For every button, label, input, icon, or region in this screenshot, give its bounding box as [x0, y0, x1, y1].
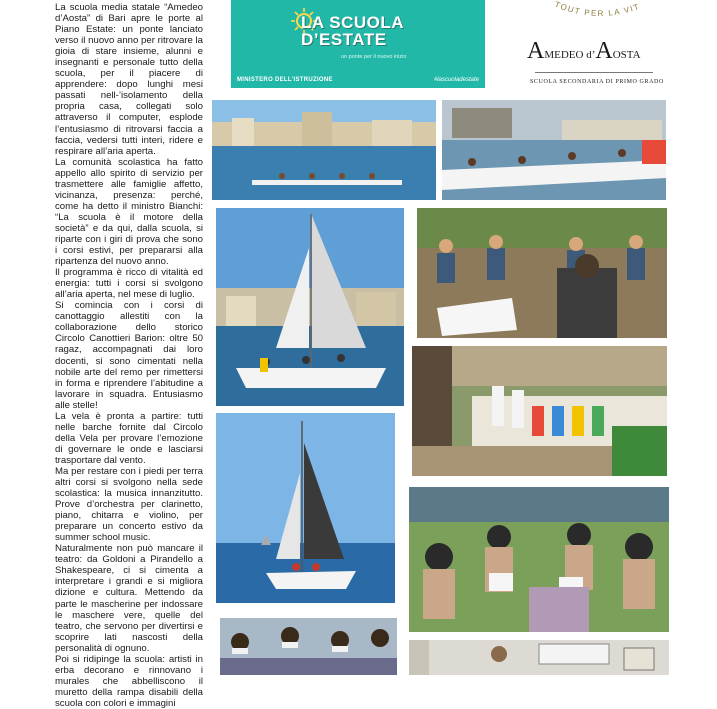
paragraph-music: Ma per restare con i piedi per terra altri corsi si svolgono nella sede scolastica: la musica innanzitutto. Prove d’orchestra per clarinetto, piano, chitarra e violino, per preparare un concerto estivo da summer school music.: [55, 465, 203, 544]
photo-students-masks: [220, 618, 397, 675]
paragraph-sailing: La vela è pronta a partire: tutti nelle barche fornite dal Circolo della Vela per provare l’emozione di governare le onde e lasciarsi trasportare dal vento.: [55, 410, 203, 466]
photo-rowing-boat: [442, 100, 666, 200]
paragraph-community: La comunità scolastica ha fatto appello allo spirito di servizio per trasmettere alle famiglie affetto, vicinanza, presenza: perché, come ha detto il ministro Bianchi: “La scuola è il motore della società” e da qui, dalla scuola, si riparte con i giri di prova che sono i corsi estivi, per prepararsi alla ripartenza del nuovo anno.: [55, 156, 203, 268]
photo-orchestra: [417, 208, 667, 338]
article-text: [55, 2, 203, 709]
banner-title-line2: D’ESTATE: [301, 30, 387, 49]
photo-sailing-harbor: [216, 208, 404, 406]
photo-murals: [412, 346, 667, 476]
banner-tagline: un ponte per il nuovo inizio: [341, 54, 407, 60]
banner-hashtag: #lascuoladestate: [433, 77, 479, 83]
school-logo: [527, 0, 667, 95]
logo-school-name: [527, 38, 667, 65]
logo-initial-a: A: [527, 38, 545, 64]
logo-word-medeo: MEDEO: [544, 49, 584, 61]
photo-sailing-sea: [216, 413, 395, 603]
logo-arc-text: TOUT PER LA VIT: [553, 0, 642, 19]
svg-text:TOUT PER LA VIT: [553, 0, 641, 18]
logo-subtitle: SCUOLA SECONDARIA DI PRIMO GRADO: [530, 79, 664, 85]
logo-word-osta: OSTA: [612, 49, 641, 61]
photo-theatre-group: [409, 487, 669, 632]
scuola-estate-banner: [231, 0, 485, 88]
photo-gym: [409, 640, 669, 675]
paragraph-intro: La scuola media statale “Amedeo d’Aosta” di Bari apre le porte al Piano Estate: un ponte lanciato verso il nuovo anno per ritrovare la gioia di stare insieme, alunni e insegnanti e personale tutto della scuola, per il piacere di apprendere: dopo lunghi mesi passati nell-’isolamento della propria casa, collegati solo attraverso il computer, esplode l’entusiasmo di ritrovarsi faccia a faccia, vedersi tutti interi, ridere e respirare all’aria aperta.: [55, 2, 203, 157]
paragraph-theatre: Naturalmente non può mancare il teatro: da Goldoni a Pirandello a Shakespeare, ci si cimenta a interpretare i grandi e si migliora dizione e cultura. Mettendo da parte le mascherine per indossare le maschere vere, quelle del teatro, che servono per divertirsi e scoprire lati nascosti della personalità di ognuno.: [55, 543, 203, 654]
logo-initial-b: A: [595, 38, 613, 64]
banner-title: [301, 14, 451, 48]
photo-rowing-harbor: [212, 100, 436, 200]
logo-arc-emblem: [535, 0, 665, 22]
paragraph-program: Il programma è ricco di vitalità ed energia: tutti i corsi si svolgono all’aria aperta, nel mese di luglio.: [55, 267, 203, 301]
logo-divider: [535, 72, 653, 73]
banner-ministry: MINISTERO DELL’ISTRUZIONE: [237, 77, 333, 83]
banner-title-line1: LA SCUOLA: [301, 13, 405, 32]
paragraph-rowing: Si comincia con i corsi di canottaggio allestiti con la collaborazione dello storico Circolo Canottieri Barion: oltre 50 ragaz, accompagnati dai loro docenti, si sono cimentati nella nobile arte del remo per rimettersi in forma e riprendere l’abitudine a lavorare in squadra. Entusiasmo alle stelle!: [55, 300, 203, 411]
paragraph-murals: Poi si ridipinge la scuola: artisti in erba decorano e rinnovano i murales che abbelliscono il muretto della rampa disabili della scuola con colori e immagini: [55, 653, 203, 709]
logo-apostrophe: d’: [586, 49, 596, 61]
